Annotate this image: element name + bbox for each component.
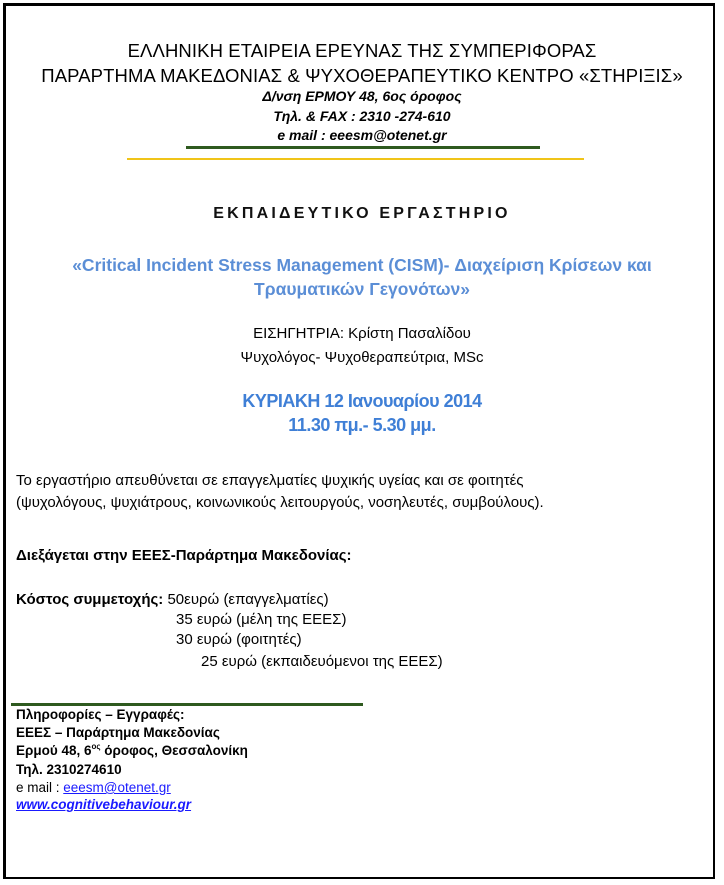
cost-line-professionals — [16, 591, 329, 608]
event-date: ΚΥΡΙΑΚΗ 12 Ιανουαρίου 2014 — [242, 391, 482, 411]
header-divider-green — [186, 146, 540, 149]
org-name-line2: ΠΑΡΑΡΤΗΜΑ ΜΑΚΕΔΟΝΙΑΣ & ΨΥΧΟΘΕΡΑΠΕΥΤΙΚΟ ΚΕΝΤΡΟ «ΣΤΗΡΙΞΙΣ» — [41, 65, 683, 86]
info-website-row — [16, 797, 191, 812]
cost-students: 30 ευρώ (φοιτητές) — [176, 631, 302, 648]
event-location: Διεξάγεται στην ΕΕΕΣ-Παράρτημα Μακεδονίας: — [16, 547, 352, 564]
speaker-name: ΕΙΣΗΓΗΤΡΙΑ: Κρίστη Πασαλίδου — [253, 325, 471, 342]
audience-text-line2: (ψυχολόγους, ψυχιάτρους, κοινωνικούς λειτουργούς, νοσηλευτές, συμβούλους). — [16, 494, 544, 511]
cost-label: Κόστος συμμετοχής: — [16, 591, 164, 608]
info-heading: Πληροφορίες – Εγγραφές: — [16, 707, 185, 722]
event-time: 11.30 πμ.- 5.30 μμ. — [288, 415, 436, 435]
info-address — [16, 743, 248, 758]
info-email-row — [16, 780, 171, 795]
info-email-label: e mail : — [16, 780, 64, 795]
org-name-line1: ΕΛΛΗΝΙΚΗ ΕΤΑΙΡΕΙΑ ΕΡΕΥΝΑΣ ΤΗΣ ΣΥΜΠΕΡΙΦΟΡΑΣ — [127, 40, 597, 61]
audience-text-line1: Το εργαστήριο απευθύνεται σε επαγγελματίες ψυχικής υγείας και σε φοιτητές — [16, 472, 524, 489]
org-email: e mail : eeesm@otenet.gr — [277, 127, 447, 143]
website-link[interactable]: www.cognitivebehaviour.gr — [16, 797, 192, 812]
info-phone: Τηλ. 2310274610 — [16, 762, 122, 777]
info-address-city: όροφος, Θεσσαλονίκη — [100, 743, 248, 758]
org-phone-fax: Τηλ. & FAX : 2310 -274-610 — [273, 108, 451, 124]
org-address: Δ/νση ΕΡΜΟΥ 48, 6ος όροφος — [262, 88, 462, 104]
event-title-line1: «Critical Incident Stress Management (CISM)- Διαχείριση Κρίσεων και — [72, 255, 652, 275]
info-address-floor-suffix: ος — [91, 742, 101, 751]
speaker-role: Ψυχολόγος- Ψυχοθεραπεύτρια, MSc — [240, 349, 484, 366]
footer-divider-green — [11, 703, 363, 706]
cost-members: 35 ευρώ (μέλη της ΕΕΕΣ) — [176, 611, 347, 628]
cost-professionals: 50ευρώ (επαγγελματίες) — [167, 591, 329, 608]
cost-trainees: 25 ευρώ (εκπαιδευόμενοι της ΕΕΕΣ) — [201, 653, 443, 670]
info-address-street: Ερμού 48, 6 — [16, 743, 92, 758]
header-divider-yellow — [127, 158, 584, 160]
email-link[interactable]: eeesm@otenet.gr — [63, 780, 171, 795]
info-org: ΕΕΕΣ – Παράρτημα Μακεδονίας — [16, 725, 220, 740]
event-type-heading: ΕΚΠΑΙΔΕΥΤΙΚΟ ΕΡΓΑΣΤΗΡΙΟ — [213, 205, 511, 222]
event-title-line2: Τραυματικών Γεγονότων» — [254, 279, 470, 299]
